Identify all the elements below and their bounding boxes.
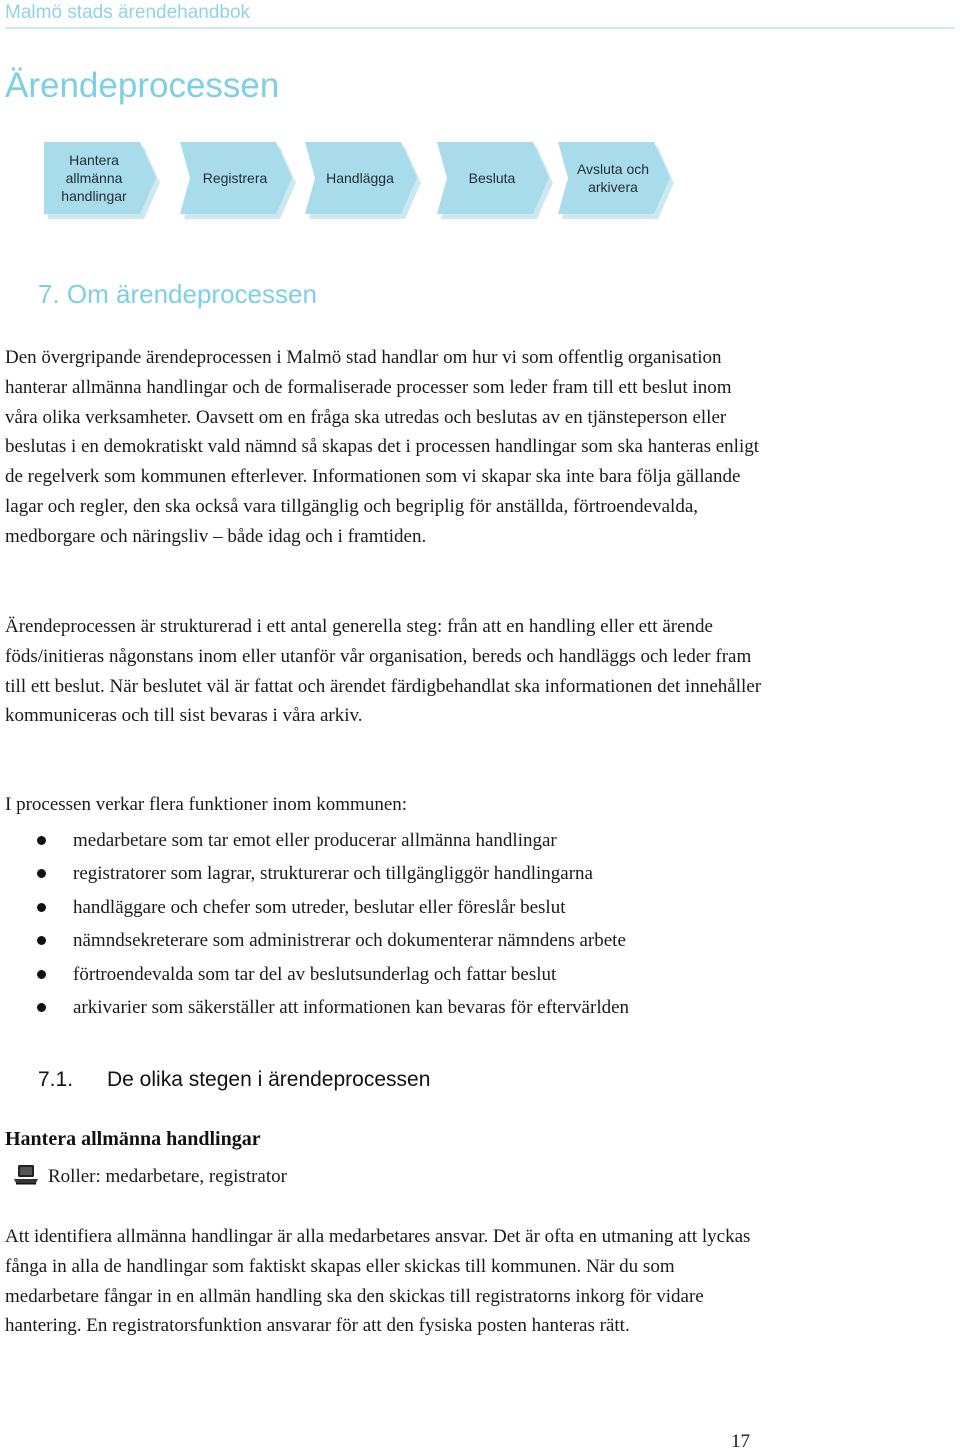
laptop-icon: [12, 1164, 40, 1186]
bullet-icon: [37, 970, 46, 979]
process-step-label: Besluta: [468, 170, 516, 186]
page-number: 17: [731, 1431, 750, 1452]
subsection-heading: [38, 1068, 430, 1092]
process-step-label: Registrera: [202, 170, 268, 186]
process-flow-diagram: [44, 140, 684, 224]
subsection-number: 7.1.: [38, 1068, 74, 1091]
process-step-3: [305, 142, 421, 219]
header-divider: [5, 27, 955, 29]
process-step-5: [558, 142, 674, 219]
list-item: [0, 924, 760, 957]
functions-intro: I processen verkar flera funktioner inom kommunen:: [5, 794, 408, 815]
step-heading: Hantera allmänna handlingar: [5, 1128, 261, 1150]
running-header: Malmö stads ärendehandbok: [5, 2, 251, 23]
list-item: [0, 857, 760, 890]
roles-list: [0, 824, 760, 1024]
process-step-shape: [558, 142, 670, 214]
process-step-label: handlingar: [61, 188, 127, 204]
list-item: [0, 891, 760, 924]
bullet-icon: [37, 836, 46, 845]
list-item-text: förtroendevalda som tar del av beslutsunderlag och fattar beslut: [73, 963, 557, 985]
process-step-label: arkivera: [588, 179, 638, 195]
process-step-label: Hantera: [69, 152, 119, 168]
process-step-1: [44, 142, 160, 219]
bullet-icon: [37, 903, 46, 912]
list-item-text: nämndsekreterare som administrerar och dokumenterar nämndens arbete: [73, 930, 626, 952]
process-step-label: Handlägga: [326, 170, 394, 186]
process-step-label: Avsluta och: [576, 161, 650, 177]
roles-line: [12, 1162, 287, 1192]
list-item-text: registratorer som lagrar, strukturerar och tillgängliggör handlingarna: [73, 863, 593, 885]
list-item-text: medarbetare som tar emot eller producerar allmänna handlingar: [73, 830, 557, 851]
bullet-icon: [37, 869, 46, 878]
process-step-4: [437, 142, 553, 219]
structure-paragraph: Ärendeprocessen är strukturerad i ett antal generella steg: från att en handling eller ett ärende föds/initieras någonstans inom eller utanför vår organisation, bereds och handläggs och leder fram till ett beslut. När beslutet väl är fattat och ärendet färdigbehandlat ska informationen det innehåller kommuniceras och till sist bevaras i våra arkiv.: [5, 616, 762, 727]
intro-paragraph: Den övergripande ärendeprocessen i Malmö stad handlar om hur vi som offentlig organisation hanterar allmänna handlingar och de formaliserade processer som leder fram till ett beslut inom våra olika verksamheter. Oavsett om en fråga ska utredas och beslutas av en tjänsteperson eller beslutas i en demokratiskt vald nämnd så skapas det i processen handlingar som ska hanteras enligt de regelverk som kommunen efterlever. Informationen som vi skapar ska inte bara följa gällande lagar och regler, den ska också vara tillgänglig och begriplig för anställda, förtroendevalda, medborgare och näringsliv – både idag och i framtiden.: [5, 347, 760, 547]
chapter-title: Ärendeprocessen: [5, 66, 280, 105]
list-item-text: arkivarier som säkerställer att informationen kan bevaras för eftervärlden: [73, 996, 630, 1018]
process-step-2: [180, 142, 296, 219]
list-item: [0, 958, 760, 991]
step-paragraph: Att identifiera allmänna handlingar är alla medarbetares ansvar. Det är ofta en utmaning att lyckas fånga in alla de handlingar som faktiskt skapas eller skickas till kommunen. När du som medarbetare fångar in en allmän handling ska den skickas till registratorns inkorg för vidare hantering. En registratorsfunktion ansvarar för att den fysiska posten hanteras rätt.: [5, 1226, 751, 1337]
bullet-icon: [37, 936, 46, 945]
roles-text: Roller: medarbetare, registrator: [48, 1166, 287, 1187]
subsection-title: De olika stegen i ärendeprocessen: [107, 1068, 431, 1091]
process-step-label: allmänna: [65, 170, 123, 186]
list-item: [0, 991, 760, 1024]
bullet-icon: [37, 1003, 46, 1012]
list-item-text: handläggare och chefer som utreder, beslutar eller föreslår beslut: [73, 896, 566, 918]
list-item: [0, 824, 760, 857]
section-heading: 7. Om ärendeprocessen: [38, 279, 317, 309]
